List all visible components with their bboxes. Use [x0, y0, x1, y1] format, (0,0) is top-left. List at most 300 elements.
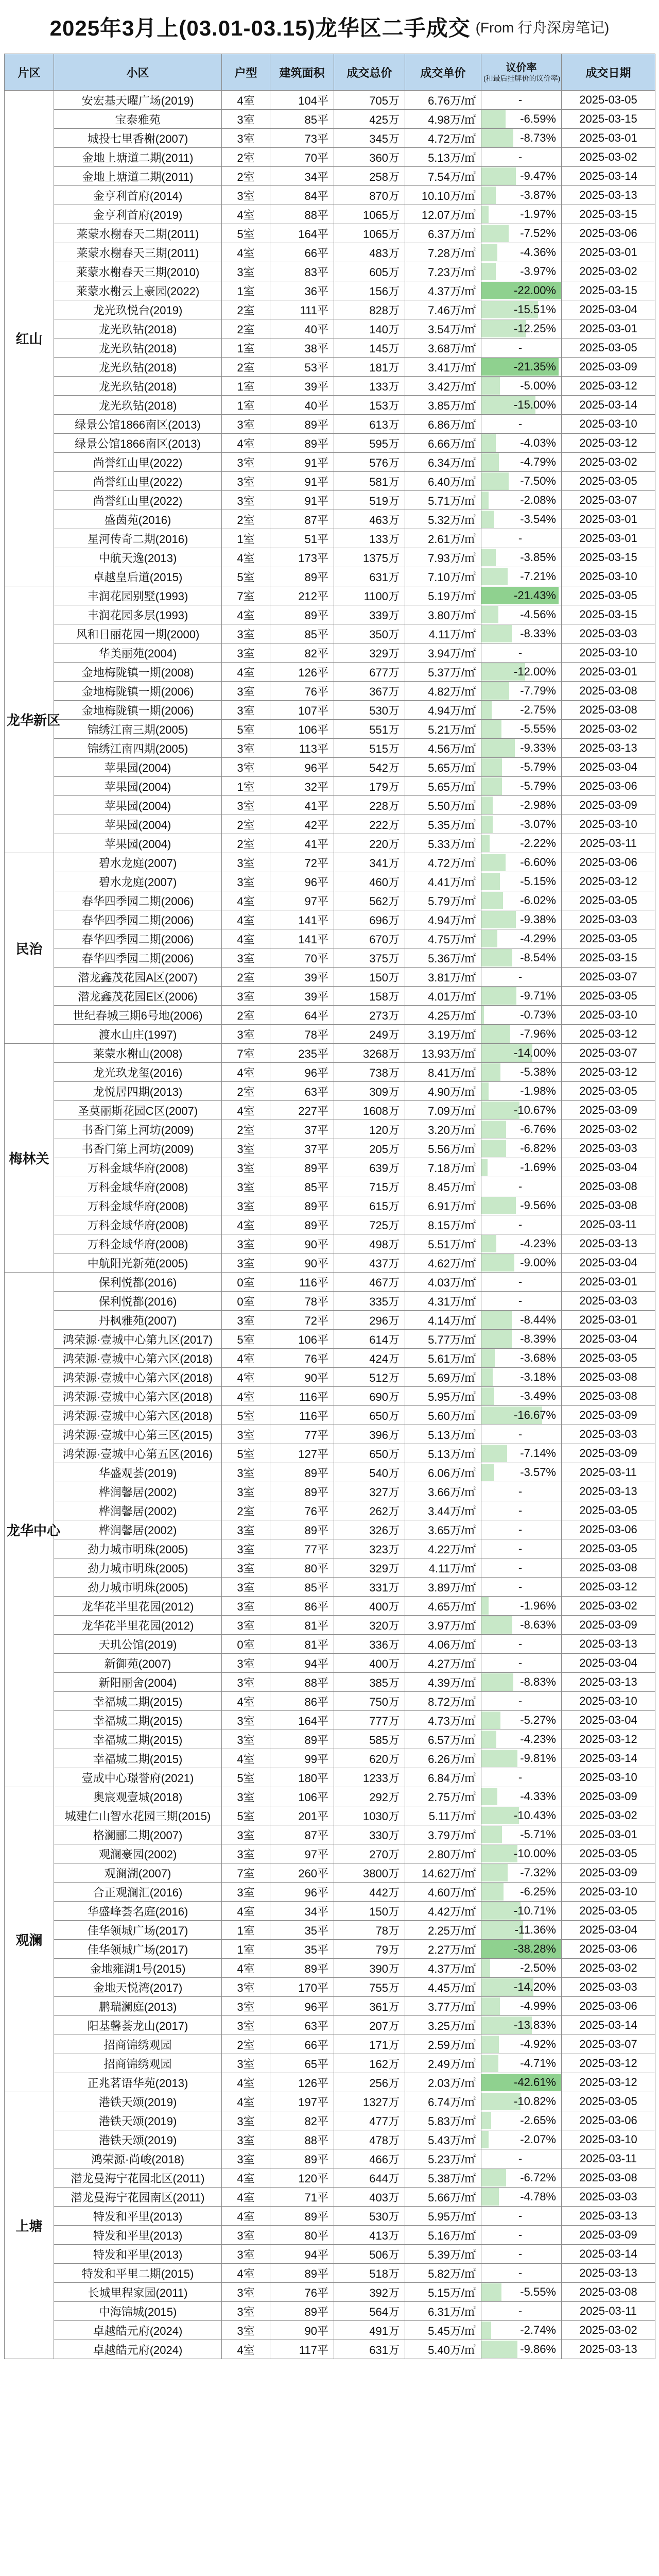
table-row: [5, 510, 655, 529]
unit-price-cell: 3.54万/㎡: [405, 319, 481, 338]
area-cell: 227平: [270, 1101, 334, 1120]
discount-bar: [481, 777, 502, 795]
discount-cell: [481, 1101, 562, 1120]
layout-cell: 3室: [222, 1177, 270, 1196]
layout-cell: 3室: [222, 872, 270, 891]
header-discount-note: (和最后挂牌价的议价率): [483, 74, 561, 82]
community-cell: 宝泰雅苑: [54, 110, 222, 129]
total-price-cell: 442万: [334, 1883, 405, 1902]
table-row: [5, 1978, 655, 1997]
discount-value: -4.56%: [520, 608, 556, 621]
unit-price-cell: 6.86万/㎡: [405, 415, 481, 434]
community-cell: 幸福城二期(2015): [54, 1711, 222, 1730]
header-total: 成交总价: [334, 54, 405, 91]
discount-cell: [481, 663, 562, 682]
total-price-cell: 330万: [334, 1825, 405, 1844]
community-cell: 潜龙鑫茂花园E区(2006): [54, 987, 222, 1006]
discount-value: -9.33%: [520, 741, 556, 754]
total-price-cell: 530万: [334, 701, 405, 720]
discount-value: -38.28%: [514, 1942, 556, 1955]
total-price-cell: 270万: [334, 1844, 405, 1863]
date-cell: 2025-03-09: [562, 1101, 655, 1120]
table-row: [5, 472, 655, 491]
unit-price-cell: 3.68万/㎡: [405, 338, 481, 358]
layout-cell: 3室: [222, 1654, 270, 1673]
total-price-cell: 1608万: [334, 1101, 405, 1120]
discount-value: -: [518, 1523, 523, 1536]
community-cell: 鸿荣源·壹城中心第六区(2018): [54, 1349, 222, 1368]
community-cell: 特发和平里(2013): [54, 2245, 222, 2264]
discount-cell: [481, 262, 562, 281]
area-cell: 106平: [270, 1787, 334, 1806]
discount-cell: [481, 148, 562, 167]
discount-value: -: [518, 2228, 523, 2241]
table-row: [5, 129, 655, 148]
total-price-cell: 335万: [334, 1292, 405, 1311]
discount-bar: [481, 1864, 508, 1882]
table-row: [5, 758, 655, 777]
discount-cell: [481, 853, 562, 872]
community-cell: 鸿荣源·壹城中心第六区(2018): [54, 1368, 222, 1387]
table-row: [5, 1844, 655, 1863]
layout-cell: 2室: [222, 319, 270, 338]
date-cell: 2025-03-10: [562, 1768, 655, 1787]
discount-bar: [481, 110, 506, 128]
unit-price-cell: 4.75万/㎡: [405, 929, 481, 948]
area-cell: 41平: [270, 834, 334, 853]
discount-cell: [481, 643, 562, 663]
discount-bar: [481, 1673, 513, 1691]
table-row: [5, 1292, 655, 1311]
discount-bar: [481, 1197, 516, 1214]
unit-price-cell: 8.72万/㎡: [405, 1692, 481, 1711]
community-cell: 观澜湖(2007): [54, 1863, 222, 1883]
discount-bar: [481, 739, 515, 757]
total-price-cell: 424万: [334, 1349, 405, 1368]
discount-cell: [481, 1578, 562, 1597]
table-body: [5, 91, 655, 2359]
layout-cell: 3室: [222, 1139, 270, 1158]
area-cell: 91平: [270, 491, 334, 510]
community-cell: 劲力城市明珠(2005): [54, 1558, 222, 1578]
discount-cell: [481, 2149, 562, 2168]
discount-cell: [481, 243, 562, 262]
layout-cell: 3室: [222, 1597, 270, 1616]
area-cell: 111平: [270, 300, 334, 319]
layout-cell: 2室: [222, 1082, 270, 1101]
layout-cell: 4室: [222, 1959, 270, 1978]
discount-cell: [481, 224, 562, 243]
area-cell: 91平: [270, 453, 334, 472]
discount-value: -4.03%: [520, 436, 556, 449]
table-row: [5, 1692, 655, 1711]
date-cell: 2025-03-02: [562, 453, 655, 472]
total-price-cell: 140万: [334, 319, 405, 338]
area-cell: 91平: [270, 472, 334, 491]
area-cell: 89平: [270, 1959, 334, 1978]
table-row: [5, 2168, 655, 2188]
community-cell: 金地天悦湾(2017): [54, 1978, 222, 1997]
discount-value: -10.67%: [514, 1104, 556, 1116]
community-cell: 丹枫雅苑(2007): [54, 1311, 222, 1330]
unit-price-cell: 3.42万/㎡: [405, 377, 481, 396]
unit-price-cell: 6.40万/㎡: [405, 472, 481, 491]
date-cell: 2025-03-12: [562, 434, 655, 453]
discount-cell: [481, 2283, 562, 2302]
discount-cell: [481, 605, 562, 624]
date-cell: 2025-03-04: [562, 1921, 655, 1940]
layout-cell: 3室: [222, 2149, 270, 2168]
date-cell: 2025-03-14: [562, 396, 655, 415]
layout-cell: 2室: [222, 167, 270, 186]
discount-bar: [481, 1959, 490, 1977]
district-cell: 观澜: [5, 1787, 54, 2092]
total-price-cell: 309万: [334, 1082, 405, 1101]
layout-cell: 3室: [222, 2130, 270, 2149]
discount-value: -9.86%: [520, 2343, 556, 2355]
area-cell: 96平: [270, 758, 334, 777]
community-cell: 龙光玖钻(2018): [54, 319, 222, 338]
layout-cell: 0室: [222, 1635, 270, 1654]
area-cell: 86平: [270, 1597, 334, 1616]
date-cell: 2025-03-10: [562, 1883, 655, 1902]
discount-value: -1.98%: [520, 1084, 556, 1097]
discount-bar: [481, 1368, 493, 1386]
discount-cell: [481, 758, 562, 777]
community-cell: 桦润馨居(2002): [54, 1520, 222, 1539]
layout-cell: 3室: [222, 1311, 270, 1330]
table-row: [5, 434, 655, 453]
total-price-cell: 615万: [334, 1196, 405, 1215]
discount-cell: [481, 91, 562, 110]
area-cell: 120平: [270, 2168, 334, 2188]
table-row: [5, 2111, 655, 2130]
discount-bar: [481, 930, 497, 947]
area-cell: 89平: [270, 1215, 334, 1234]
area-cell: 94平: [270, 1654, 334, 1673]
total-price-cell: 207万: [334, 2016, 405, 2035]
table-row: [5, 491, 655, 510]
community-cell: 潜龙鑫茂花园A区(2007): [54, 968, 222, 987]
area-cell: 89平: [270, 1520, 334, 1539]
table-row: [5, 815, 655, 834]
area-cell: 78平: [270, 1025, 334, 1044]
community-cell: 鸿荣源·尚峻(2018): [54, 2149, 222, 2168]
discount-cell: [481, 872, 562, 891]
total-price-cell: 639万: [334, 1158, 405, 1177]
total-price-cell: 463万: [334, 510, 405, 529]
table-row: [5, 1349, 655, 1368]
discount-value: -2.07%: [520, 2133, 556, 2146]
unit-price-cell: 6.37万/㎡: [405, 224, 481, 243]
date-cell: 2025-03-14: [562, 1749, 655, 1768]
community-cell: 盛茵苑(2016): [54, 510, 222, 529]
area-cell: 201平: [270, 1806, 334, 1825]
community-cell: 世纪春城三期6号地(2006): [54, 1006, 222, 1025]
area-cell: 96平: [270, 872, 334, 891]
discount-value: -: [518, 341, 523, 354]
discount-value: -1.97%: [520, 208, 556, 221]
total-price-cell: 670万: [334, 929, 405, 948]
discount-value: -11.36%: [514, 1923, 556, 1936]
community-cell: 龙光玖钻(2018): [54, 338, 222, 358]
table-row: [5, 2016, 655, 2035]
discount-bar: [481, 816, 493, 833]
unit-price-cell: 5.21万/㎡: [405, 720, 481, 739]
table-row: [5, 377, 655, 396]
table-row: [5, 2149, 655, 2168]
total-price-cell: 156万: [334, 281, 405, 300]
discount-cell: [481, 2321, 562, 2340]
discount-value: -5.71%: [520, 1828, 556, 1841]
discount-value: -42.61%: [514, 2076, 556, 2089]
table-row: [5, 2188, 655, 2207]
discount-cell: [481, 1158, 562, 1177]
date-cell: 2025-03-04: [562, 300, 655, 319]
table-row: [5, 1006, 655, 1025]
discount-bar: [481, 720, 501, 738]
discount-value: -6.25%: [520, 1885, 556, 1898]
discount-cell: [481, 1482, 562, 1501]
date-cell: 2025-03-12: [562, 872, 655, 891]
total-price-cell: 336万: [334, 1635, 405, 1654]
area-cell: 96平: [270, 1063, 334, 1082]
discount-bar: [481, 129, 513, 147]
area-cell: 89平: [270, 1463, 334, 1482]
discount-bar: [481, 1997, 500, 2015]
layout-cell: 3室: [222, 110, 270, 129]
discount-bar: [481, 1788, 497, 1805]
discount-bar: [481, 1235, 496, 1252]
community-cell: 鸿荣源·壹城中心第六区(2018): [54, 1406, 222, 1425]
total-price-cell: 375万: [334, 948, 405, 968]
date-cell: 2025-03-09: [562, 796, 655, 815]
total-price-cell: 400万: [334, 1654, 405, 1673]
discount-value: -5.15%: [520, 875, 556, 888]
discount-value: -4.29%: [520, 932, 556, 945]
unit-price-cell: 6.26万/㎡: [405, 1749, 481, 1768]
area-cell: 89平: [270, 2302, 334, 2321]
total-price-cell: 133万: [334, 377, 405, 396]
date-cell: 2025-03-08: [562, 1177, 655, 1196]
community-cell: 龙光玖钻(2018): [54, 396, 222, 415]
total-price-cell: 477万: [334, 2111, 405, 2130]
layout-cell: 3室: [222, 2302, 270, 2321]
unit-price-cell: 6.84万/㎡: [405, 1768, 481, 1787]
discount-value: -21.35%: [514, 360, 556, 373]
unit-price-cell: 5.13万/㎡: [405, 1444, 481, 1463]
date-cell: 2025-03-05: [562, 891, 655, 910]
area-cell: 164平: [270, 224, 334, 243]
unit-price-cell: 5.32万/㎡: [405, 510, 481, 529]
area-cell: 89平: [270, 1196, 334, 1215]
community-cell: 万科金域华府(2008): [54, 1177, 222, 1196]
unit-price-cell: 6.74万/㎡: [405, 2092, 481, 2111]
total-price-cell: 360万: [334, 148, 405, 167]
discount-value: -5.00%: [520, 379, 556, 392]
discount-value: -8.39%: [520, 1332, 556, 1345]
discount-value: -3.54%: [520, 513, 556, 526]
discount-bar: [481, 2131, 489, 2148]
discount-value: -: [518, 417, 523, 430]
total-price-cell: 258万: [334, 167, 405, 186]
unit-price-cell: 5.38万/㎡: [405, 2168, 481, 2188]
discount-cell: [481, 739, 562, 758]
unit-price-cell: 4.62万/㎡: [405, 1253, 481, 1273]
unit-price-cell: 4.90万/㎡: [405, 1082, 481, 1101]
community-cell: 丰润花园多层(1993): [54, 605, 222, 624]
unit-price-cell: 4.01万/㎡: [405, 987, 481, 1006]
area-cell: 89平: [270, 2207, 334, 2226]
discount-bar: [481, 2341, 517, 2358]
unit-price-cell: 7.10万/㎡: [405, 567, 481, 586]
unit-price-cell: 5.45万/㎡: [405, 2321, 481, 2340]
date-cell: 2025-03-10: [562, 1692, 655, 1711]
unit-price-cell: 3.65万/㎡: [405, 1520, 481, 1539]
total-price-cell: 1375万: [334, 548, 405, 567]
table-row: [5, 2264, 655, 2283]
area-cell: 90平: [270, 1234, 334, 1253]
layout-cell: 3室: [222, 2245, 270, 2264]
discount-bar: [481, 472, 509, 490]
table-row: [5, 1921, 655, 1940]
discount-bar: [481, 1025, 510, 1043]
discount-bar: [481, 511, 494, 528]
layout-cell: 3室: [222, 186, 270, 205]
discount-value: -9.71%: [520, 989, 556, 1002]
table-row: [5, 1578, 655, 1597]
table-row: [5, 948, 655, 968]
layout-cell: 7室: [222, 586, 270, 605]
area-cell: 126平: [270, 2073, 334, 2092]
table-row: [5, 720, 655, 739]
area-cell: 104平: [270, 91, 334, 110]
layout-cell: 1室: [222, 396, 270, 415]
total-price-cell: 1100万: [334, 586, 405, 605]
layout-cell: 3室: [222, 624, 270, 643]
layout-cell: 3室: [222, 1482, 270, 1501]
layout-cell: 4室: [222, 2264, 270, 2283]
discount-value: -10.43%: [514, 1809, 556, 1822]
unit-price-cell: 6.31万/㎡: [405, 2302, 481, 2321]
date-cell: 2025-03-13: [562, 2207, 655, 2226]
header-discount: [481, 54, 562, 91]
unit-price-cell: 4.72万/㎡: [405, 853, 481, 872]
total-price-cell: 133万: [334, 529, 405, 548]
total-price-cell: 585万: [334, 1730, 405, 1749]
discount-bar: [481, 1711, 500, 1729]
discount-value: -: [518, 1637, 523, 1650]
discount-bar: [481, 492, 489, 509]
discount-value: -6.59%: [520, 112, 556, 125]
table-row: [5, 1654, 655, 1673]
discount-value: -: [518, 532, 523, 545]
total-price-cell: 273万: [334, 1006, 405, 1025]
table-row: [5, 1787, 655, 1806]
layout-cell: 4室: [222, 891, 270, 910]
date-cell: 2025-03-08: [562, 2283, 655, 2302]
table-row: [5, 2283, 655, 2302]
community-cell: 风和日丽花园一期(2000): [54, 624, 222, 643]
table-row: [5, 1139, 655, 1158]
discount-value: -2.08%: [520, 494, 556, 506]
layout-cell: 4室: [222, 548, 270, 567]
total-price-cell: 262万: [334, 1501, 405, 1520]
discount-value: -6.82%: [520, 1142, 556, 1155]
unit-price-cell: 4.60万/㎡: [405, 1883, 481, 1902]
discount-cell: [481, 110, 562, 129]
unit-price-cell: 3.85万/㎡: [405, 396, 481, 415]
date-cell: 2025-03-03: [562, 1978, 655, 1997]
area-cell: 32平: [270, 777, 334, 796]
discount-value: -3.57%: [520, 1466, 556, 1479]
unit-price-cell: 3.97万/㎡: [405, 1616, 481, 1635]
area-cell: 212平: [270, 586, 334, 605]
total-price-cell: 581万: [334, 472, 405, 491]
discount-cell: [481, 205, 562, 224]
unit-price-cell: 5.65万/㎡: [405, 777, 481, 796]
total-price-cell: 329万: [334, 1558, 405, 1578]
date-cell: 2025-03-15: [562, 281, 655, 300]
date-cell: 2025-03-05: [562, 1902, 655, 1921]
discount-value: -4.23%: [520, 1237, 556, 1250]
unit-price-cell: 4.72万/㎡: [405, 129, 481, 148]
date-cell: 2025-03-03: [562, 1139, 655, 1158]
discount-value: -3.97%: [520, 265, 556, 278]
community-cell: 佳华领城广场(2017): [54, 1921, 222, 1940]
unit-price-cell: 2.27万/㎡: [405, 1940, 481, 1959]
community-cell: 卓越皓元府(2024): [54, 2321, 222, 2340]
unit-price-cell: 4.37万/㎡: [405, 281, 481, 300]
total-price-cell: 515万: [334, 739, 405, 758]
community-cell: 绿景公馆1866南区(2013): [54, 415, 222, 434]
discount-value: -8.73%: [520, 131, 556, 144]
discount-value: -: [518, 1275, 523, 1288]
discount-cell: [481, 1787, 562, 1806]
total-price-cell: 478万: [334, 2130, 405, 2149]
area-cell: 87平: [270, 510, 334, 529]
layout-cell: 2室: [222, 834, 270, 853]
date-cell: 2025-03-13: [562, 1673, 655, 1692]
table-row: [5, 396, 655, 415]
unit-price-cell: 6.06万/㎡: [405, 1463, 481, 1482]
district-cell: 上塘: [5, 2092, 54, 2359]
total-price-cell: 595万: [334, 434, 405, 453]
area-cell: 96平: [270, 1997, 334, 2016]
discount-cell: [481, 1006, 562, 1025]
total-price-cell: 530万: [334, 2207, 405, 2226]
area-cell: 113平: [270, 739, 334, 758]
layout-cell: 5室: [222, 1806, 270, 1825]
table-row: [5, 1902, 655, 1921]
discount-value: -10.00%: [514, 1847, 556, 1860]
total-price-cell: 650万: [334, 1444, 405, 1463]
layout-cell: 3室: [222, 853, 270, 872]
area-cell: 70平: [270, 948, 334, 968]
total-price-cell: 1327万: [334, 2092, 405, 2111]
unit-price-cell: 7.54万/㎡: [405, 167, 481, 186]
unit-price-cell: 5.79万/㎡: [405, 891, 481, 910]
layout-cell: 4室: [222, 1215, 270, 1234]
table-row: [5, 1406, 655, 1425]
area-cell: 88平: [270, 1673, 334, 1692]
total-price-cell: 519万: [334, 491, 405, 510]
date-cell: 2025-03-03: [562, 910, 655, 929]
area-cell: 89平: [270, 1158, 334, 1177]
total-price-cell: 320万: [334, 1616, 405, 1635]
unit-price-cell: 4.37万/㎡: [405, 1959, 481, 1978]
discount-cell: [481, 586, 562, 605]
